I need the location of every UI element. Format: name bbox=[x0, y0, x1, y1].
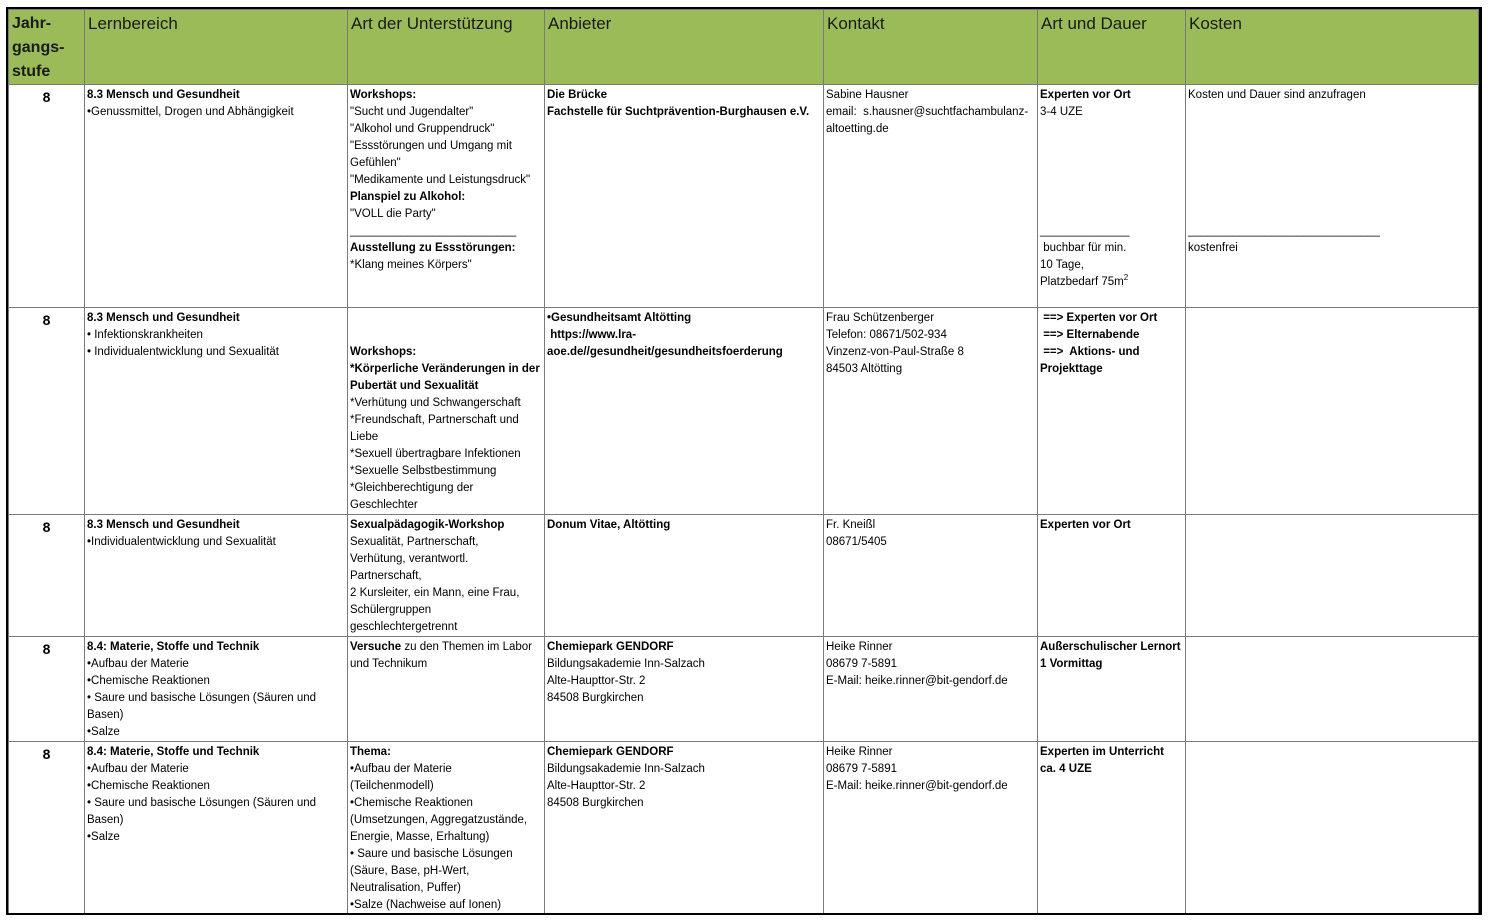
header-dauer: Art und Dauer bbox=[1038, 10, 1186, 85]
cell-line: geschlechtergetrennt bbox=[350, 621, 458, 633]
dauer-cell bbox=[1038, 515, 1186, 637]
cell-line: Gefühlen" bbox=[350, 157, 401, 169]
cell-line: (Umsetzungen, Aggregatzustände, bbox=[350, 814, 528, 826]
cell-line: Geschlechter bbox=[350, 499, 418, 511]
cell-line: "Alkohol und Gruppendruck" bbox=[350, 123, 495, 135]
header-art: Art der Unterstützung bbox=[348, 10, 545, 85]
cell-line: Experten im Unterricht bbox=[1040, 746, 1164, 758]
cell-line: ==> Elternabende bbox=[1040, 329, 1140, 341]
cell-line bbox=[1188, 121, 1476, 138]
cell-line: Versuche zu den Themen im Labor bbox=[350, 641, 532, 653]
cell-line: Heike Rinner bbox=[826, 746, 893, 758]
cell-line: (Teilchenmodell) bbox=[350, 780, 434, 792]
kosten-cell bbox=[1186, 515, 1479, 637]
table-row bbox=[9, 515, 1479, 637]
cell-line: Projekttage bbox=[1040, 363, 1103, 375]
cell-line bbox=[1188, 155, 1476, 172]
cell-line: Vinzenz-von-Paul-Straße 8 bbox=[826, 346, 964, 358]
cell-line: *Gleichberechtigung der bbox=[350, 482, 474, 494]
cell-line: Planspiel zu Alkohol: bbox=[350, 191, 466, 203]
anbieter-cell bbox=[545, 308, 824, 515]
cell-line: und Technikum bbox=[350, 658, 428, 670]
cell-line: __________________________ bbox=[350, 225, 517, 237]
cell-line: Telefon: 08671/502-934 bbox=[826, 329, 947, 341]
kontakt-cell bbox=[824, 308, 1038, 515]
cell-line: *Verhütung und Schwangerschaft bbox=[350, 397, 521, 409]
cell-line: Basen) bbox=[87, 814, 124, 826]
cell-line: 8.3 Mensch und Gesundheit bbox=[87, 519, 240, 531]
cell-line: ______________________________ bbox=[1188, 225, 1380, 237]
grade-cell: 8 bbox=[9, 637, 85, 742]
kosten-cell bbox=[1186, 742, 1479, 916]
cell-line bbox=[1040, 206, 1183, 223]
cell-line bbox=[1188, 138, 1476, 155]
document-frame bbox=[6, 7, 1482, 915]
cell-line: Frau Schützenberger bbox=[826, 312, 935, 324]
cell-line: "VOLL die Party" bbox=[350, 208, 436, 220]
cell-line: kostenfrei bbox=[1188, 242, 1238, 254]
art-cell bbox=[348, 637, 545, 742]
cell-line: •Aufbau der Materie bbox=[87, 763, 189, 775]
header-kontakt: Kontakt bbox=[824, 10, 1038, 85]
cell-line: E-Mail: heike.rinner@bit-gendorf.de bbox=[826, 675, 1008, 687]
cell-line: 08679 7-5891 bbox=[826, 763, 897, 775]
cell-line: Liebe bbox=[350, 431, 379, 443]
lern-cell bbox=[85, 308, 348, 515]
cell-line: https://www.lra- bbox=[547, 329, 637, 341]
cell-line: "Medikamente und Leistungsdruck" bbox=[350, 174, 531, 186]
cell-line: Donum Vitae, Altötting bbox=[547, 519, 671, 531]
cell-line bbox=[1040, 138, 1183, 155]
cell-line: 8.4: Materie, Stoffe und Technik bbox=[87, 641, 260, 653]
dauer-cell bbox=[1038, 742, 1186, 916]
cell-line: ==> Experten vor Ort bbox=[1040, 312, 1158, 324]
art-cell bbox=[348, 85, 545, 308]
cell-line: •Aufbau der Materie bbox=[87, 658, 189, 670]
cell-line: Experten vor Ort bbox=[1040, 519, 1131, 531]
art-cell bbox=[348, 515, 545, 637]
cell-line: Sabine Hausner bbox=[826, 89, 909, 101]
cell-line: Die Brücke bbox=[547, 89, 608, 101]
cell-line: Chemiepark GENDORF bbox=[547, 641, 674, 653]
dauer-cell bbox=[1038, 308, 1186, 515]
cell-line: altoetting.de bbox=[826, 123, 889, 135]
table-row bbox=[9, 308, 1479, 515]
cell-line: •Chemische Reaktionen bbox=[87, 780, 210, 792]
cell-line bbox=[350, 327, 542, 344]
cell-line: (Säure, Base, pH-Wert, bbox=[350, 865, 470, 877]
cell-line: •Salze (Nachweise auf Ionen) bbox=[350, 899, 502, 911]
cell-line: Neutralisation, Puffer) bbox=[350, 882, 462, 894]
grade-cell: 8 bbox=[9, 85, 85, 308]
cell-line: Sexualität, Partnerschaft, bbox=[350, 536, 479, 548]
cell-line: ==> Aktions- und bbox=[1040, 346, 1140, 358]
cell-line: •Aufbau der Materie bbox=[350, 763, 452, 775]
lern-cell bbox=[85, 742, 348, 916]
cell-line: "Essstörungen und Umgang mit bbox=[350, 140, 512, 152]
cell-line bbox=[1040, 189, 1183, 206]
cell-line: 84508 Burgkirchen bbox=[547, 797, 644, 809]
cell-line: Thema: bbox=[350, 746, 391, 758]
cell-line: Fr. Kneißl bbox=[826, 519, 876, 531]
cell-line: *Freundschaft, Partnerschaft und bbox=[350, 414, 519, 426]
cell-line: •Chemische Reaktionen bbox=[87, 675, 210, 687]
cell-line: Basen) bbox=[87, 709, 124, 721]
cell-line: Ausstellung zu Essstörungen: bbox=[350, 242, 516, 254]
cell-line: Bildungsakademie Inn-Salzach bbox=[547, 658, 705, 670]
cell-line: Energie, Masse, Erhaltung) bbox=[350, 831, 490, 843]
cell-line bbox=[1188, 172, 1476, 189]
cell-line: 8.4: Materie, Stoffe und Technik bbox=[87, 746, 260, 758]
grade-cell: 8 bbox=[9, 308, 85, 515]
kosten-cell bbox=[1186, 308, 1479, 515]
cell-line: •Gesundheitsamt Altötting bbox=[547, 312, 692, 324]
cell-line: aoe.de//gesundheit/gesundheitsfoerderung bbox=[547, 346, 783, 358]
cell-line: Schülergruppen bbox=[350, 604, 432, 616]
cell-line bbox=[1040, 121, 1183, 138]
cell-line: Experten vor Ort bbox=[1040, 89, 1131, 101]
header-anbieter: Anbieter bbox=[545, 10, 824, 85]
cell-line: • Saure und basische Lösungen (Säuren und bbox=[87, 797, 317, 809]
cell-line: Verhütung, verantwortl. bbox=[350, 553, 469, 565]
cell-line: Partnerschaft, bbox=[350, 570, 422, 582]
cell-line: *Körperliche Veränderungen in der bbox=[350, 363, 540, 375]
header-kosten: Kosten bbox=[1186, 10, 1479, 85]
cell-line bbox=[1188, 104, 1476, 121]
cell-line: ca. 4 UZE bbox=[1040, 763, 1092, 775]
support-table bbox=[8, 9, 1479, 915]
cell-line: •Salze bbox=[87, 726, 120, 738]
cell-line: Heike Rinner bbox=[826, 641, 893, 653]
cell-line: 2 Kursleiter, ein Mann, eine Frau, bbox=[350, 587, 520, 599]
kontakt-cell bbox=[824, 637, 1038, 742]
cell-line: 08679 7-5891 bbox=[826, 658, 897, 670]
cell-line: Alte-Haupttor-Str. 2 bbox=[547, 675, 646, 687]
cell-line bbox=[1040, 155, 1183, 172]
kontakt-cell bbox=[824, 515, 1038, 637]
table-row bbox=[9, 742, 1479, 916]
cell-line: buchbar für min. bbox=[1040, 242, 1127, 254]
cell-line: Workshops: bbox=[350, 346, 417, 358]
cell-line: ______________ bbox=[1040, 225, 1130, 237]
cell-line: *Sexuelle Selbstbestimmung bbox=[350, 465, 497, 477]
cell-line: email: s.hausner@suchtfachambulanz- bbox=[826, 106, 1029, 118]
cell-line: 8.3 Mensch und Gesundheit bbox=[87, 312, 240, 324]
cell-line: 08671/5405 bbox=[826, 536, 887, 548]
anbieter-cell bbox=[545, 742, 824, 916]
cell-line: Workshops: bbox=[350, 89, 417, 101]
table-row bbox=[9, 85, 1479, 308]
dauer-cell bbox=[1038, 85, 1186, 308]
header-row bbox=[9, 10, 1479, 85]
cell-line: 84508 Burgkirchen bbox=[547, 692, 644, 704]
cell-line bbox=[1188, 206, 1476, 223]
lern-cell bbox=[85, 637, 348, 742]
dauer-cell bbox=[1038, 637, 1186, 742]
cell-line: Bildungsakademie Inn-Salzach bbox=[547, 763, 705, 775]
cell-line: Alte-Haupttor-Str. 2 bbox=[547, 780, 646, 792]
cell-line: • Individualentwicklung und Sexualität bbox=[87, 346, 279, 358]
cell-line bbox=[1040, 172, 1183, 189]
cell-line: • Saure und basische Lösungen bbox=[350, 848, 513, 860]
cell-line bbox=[350, 310, 542, 327]
grade-cell: 8 bbox=[9, 515, 85, 637]
lern-cell bbox=[85, 85, 348, 308]
header-lernbereich: Lernbereich bbox=[85, 10, 348, 85]
cell-line: *Klang meines Körpers" bbox=[350, 259, 472, 271]
cell-line: "Sucht und Jugendalter" bbox=[350, 106, 474, 118]
cell-line: 3-4 UZE bbox=[1040, 106, 1083, 118]
cell-line: • Saure und basische Lösungen (Säuren und bbox=[87, 692, 317, 704]
cell-line: Außerschulischer Lernort bbox=[1040, 641, 1181, 653]
cell-line: Fachstelle für Suchtprävention-Burghausen e.V. bbox=[547, 106, 810, 118]
kosten-cell bbox=[1186, 85, 1479, 308]
cell-line: *Sexuell übertragbare Infektionen bbox=[350, 448, 521, 460]
cell-line: E-Mail: heike.rinner@bit-gendorf.de bbox=[826, 780, 1008, 792]
art-cell bbox=[348, 308, 545, 515]
header-grade: Jahr- gangs- stufe bbox=[9, 10, 85, 85]
lern-cell bbox=[85, 515, 348, 637]
cell-line: • Infektionskrankheiten bbox=[87, 329, 203, 341]
cell-line: 1 Vormittag bbox=[1040, 658, 1103, 670]
cell-line: Kosten und Dauer sind anzufragen bbox=[1188, 89, 1366, 101]
art-cell bbox=[348, 742, 545, 916]
cell-line: Platzbedarf $75m^2$ bbox=[1040, 273, 1129, 288]
cell-line: Sexualpädagogik-Workshop bbox=[350, 519, 505, 531]
anbieter-cell bbox=[545, 637, 824, 742]
anbieter-cell bbox=[545, 85, 824, 308]
grade-cell: 8 bbox=[9, 742, 85, 916]
cell-line: Pubertät und Sexualität bbox=[350, 380, 479, 392]
cell-line: 8.3 Mensch und Gesundheit bbox=[87, 89, 240, 101]
cell-line: 84503 Altötting bbox=[826, 363, 903, 375]
cell-line: 10 Tage, bbox=[1040, 259, 1084, 271]
table-row bbox=[9, 637, 1479, 742]
anbieter-cell bbox=[545, 515, 824, 637]
cell-line: •Chemische Reaktionen bbox=[350, 797, 473, 809]
cell-line: •Genussmittel, Drogen und Abhängigkeit bbox=[87, 106, 294, 118]
kontakt-cell bbox=[824, 742, 1038, 916]
kontakt-cell bbox=[824, 85, 1038, 308]
cell-line: •Salze bbox=[87, 831, 120, 843]
cell-line: Chemiepark GENDORF bbox=[547, 746, 674, 758]
cell-line: •Individualentwicklung und Sexualität bbox=[87, 536, 276, 548]
kosten-cell bbox=[1186, 637, 1479, 742]
cell-line bbox=[1188, 189, 1476, 206]
